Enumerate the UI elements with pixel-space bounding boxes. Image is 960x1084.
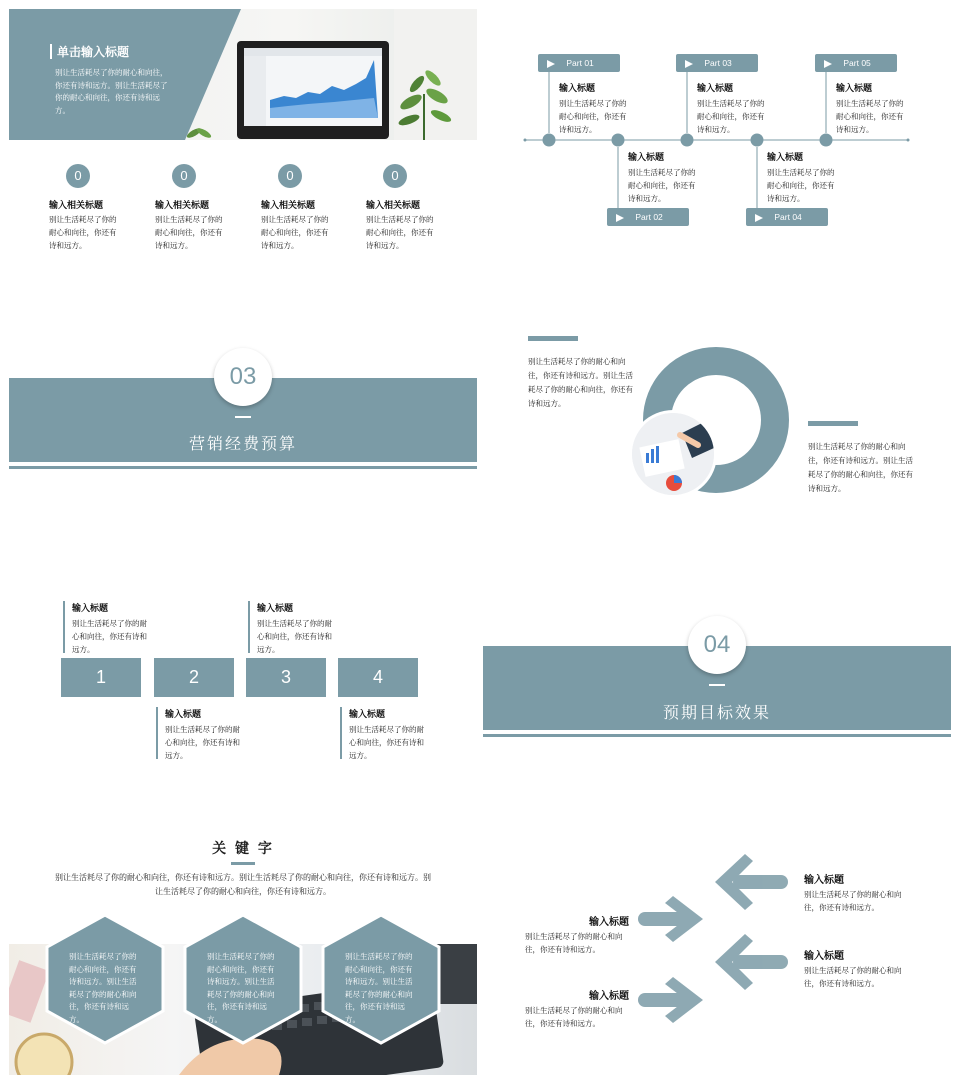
item-title: 输入相关标题 [261,201,316,211]
section-title: 预期目标效果 [662,703,771,722]
item-title: 输入相关标题 [155,201,210,211]
arrow-text-left-2: 输入标题 别让生活耗尽了你的耐心和向往，你还有诗和远方。 [525,991,629,1028]
step-box-1: 1 [61,658,141,697]
part-label-2: Part 02 [607,208,689,226]
arrow-right-1-icon [638,896,703,942]
slide1-desc: 别让生活耗尽了你的耐心和向往，你还有诗和远方。别让生活耗尽了你的耐心和向往，你还有诗和远方。 [55,68,168,115]
item-col-1 [49,164,129,252]
screen-chart-icon [244,48,382,126]
slide-5 [9,545,477,807]
timeline-text-4: 输入标题 别让生活耗尽了你的耐心和向往，你还有诗和远方。 [767,153,835,203]
num-circle: 0 [383,164,407,188]
slide-7 [9,813,477,1075]
play-icon [755,214,763,222]
play-icon [685,60,693,68]
num-circle: 0 [172,164,196,188]
step-text-4: 输入标题 别让生活耗尽了你的耐心和向往，你还有诗和远方。 [340,707,431,759]
step-box-4: 4 [338,658,418,697]
play-icon [616,214,624,222]
arrows-graphic [633,848,793,1038]
timeline-text-3: 输入标题 别让生活耗尽了你的耐心和向往，你还有诗和远方。 [697,84,765,134]
hexagon-text-1: 别让生活耗尽了你的耐心和向往，你还有诗和远方。别让生活耗尽了你的耐心和向往，你还有诗和远方。 [69,952,137,1024]
slide-3 [9,277,477,539]
section-band-line [9,466,477,469]
item-desc: 别让生活耗尽了你的耐心和向往，你还有诗和远方。 [155,215,223,250]
arrow-left-1-icon [715,854,788,910]
step-text-2: 输入标题 别让生活耗尽了你的耐心和向往，你还有诗和远方。 [156,707,247,759]
plant-icon [389,64,459,140]
item-desc: 别让生活耗尽了你的耐心和向往，你还有诗和远方。 [49,215,117,250]
step-box-3: 3 [246,658,326,697]
accent-bar-left [528,336,578,341]
slide-4 [483,277,951,539]
section-title: 营销经费预算 [188,434,297,453]
arrow-right-2-icon [638,977,703,1023]
left-desc: 别让生活耗尽了你的耐心和向往，你还有诗和远方。别让生活耗尽了你的耐心和向往，你还有诗和远方。 [528,357,633,408]
num-circle: 0 [66,164,90,188]
slide-1 [9,9,477,271]
play-icon [547,60,555,68]
part-label-4: Part 04 [746,208,828,226]
slide-8 [483,813,951,1075]
slide-2 [483,9,951,271]
part-label-1: Part 01 [538,54,620,72]
section-number-circle: 04 [688,616,746,674]
title-bar-accent [50,44,52,59]
arrow-text-right-2: 输入标题 别让生活耗尽了你的耐心和向往，你还有诗和远方。 [804,951,902,988]
slide-6 [483,545,951,807]
item-title: 输入相关标题 [49,201,104,211]
play-icon [824,60,832,68]
part-label-5: Part 05 [815,54,897,72]
item-col-3 [261,164,341,252]
arrow-text-right-1: 输入标题 别让生活耗尽了你的耐心和向往，你还有诗和远方。 [804,875,902,912]
item-desc: 别让生活耗尽了你的耐心和向往，你还有诗和远方。 [366,215,434,250]
hexagon-text-2: 别让生活耗尽了你的耐心和向往，你还有诗和远方。别让生活耗尽了你的耐心和向往，你还有诗和远方。 [207,952,275,1024]
item-col-4 [366,164,446,252]
item-col-2 [155,164,235,252]
timeline-text-5: 输入标题 别让生活耗尽了你的耐心和向往，你还有诗和远方。 [836,84,904,134]
charts-paper-icon [632,413,714,495]
num-circle: 0 [278,164,302,188]
arrow-left-2-icon [715,934,788,990]
keyword-underline [231,862,255,865]
item-title: 输入相关标题 [366,201,421,211]
timeline-text-1: 输入标题 别让生活耗尽了你的耐心和向往，你还有诗和远方。 [559,84,627,134]
right-desc: 别让生活耗尽了你的耐心和向往，你还有诗和远方。别让生活耗尽了你的耐心和向往，你还有诗和远方。 [808,442,913,493]
part-label-3: Part 03 [676,54,758,72]
section-band-line [483,734,951,737]
arrow-text-left-1: 输入标题 别让生活耗尽了你的耐心和向往，你还有诗和远方。 [525,917,629,954]
accent-bar-right [808,421,858,426]
step-text-1: 输入标题 别让生活耗尽了你的耐心和向往，你还有诗和远方。 [63,601,154,653]
section-number-circle: 03 [214,348,272,406]
business-photo [632,413,714,495]
item-desc: 别让生活耗尽了你的耐心和向往，你还有诗和远方。 [261,215,329,250]
step-box-2: 2 [154,658,234,697]
step-text-3: 输入标题 别让生活耗尽了你的耐心和向往，你还有诗和远方。 [248,601,339,653]
section-dash [235,416,251,418]
timeline-text-2: 输入标题 别让生活耗尽了你的耐心和向往，你还有诗和远方。 [628,153,696,203]
slide1-title: 单击输入标题 [57,45,130,59]
section-dash [709,684,725,686]
laptop-screen [237,41,389,139]
keyword-desc: 别让生活耗尽了你的耐心和向往，你还有诗和远方。别让生活耗尽了你的耐心和向往，你还有诗和远方。别让生活耗尽了你的耐心和向往，你还有诗和远方。 [55,873,431,896]
hexagon-text-3: 别让生活耗尽了你的耐心和向往，你还有诗和远方。别让生活耗尽了你的耐心和向往，你还有诗和远方。 [345,952,413,1024]
keyword-title: 关 键 字 [212,841,274,857]
timeline-graphic [483,9,951,271]
